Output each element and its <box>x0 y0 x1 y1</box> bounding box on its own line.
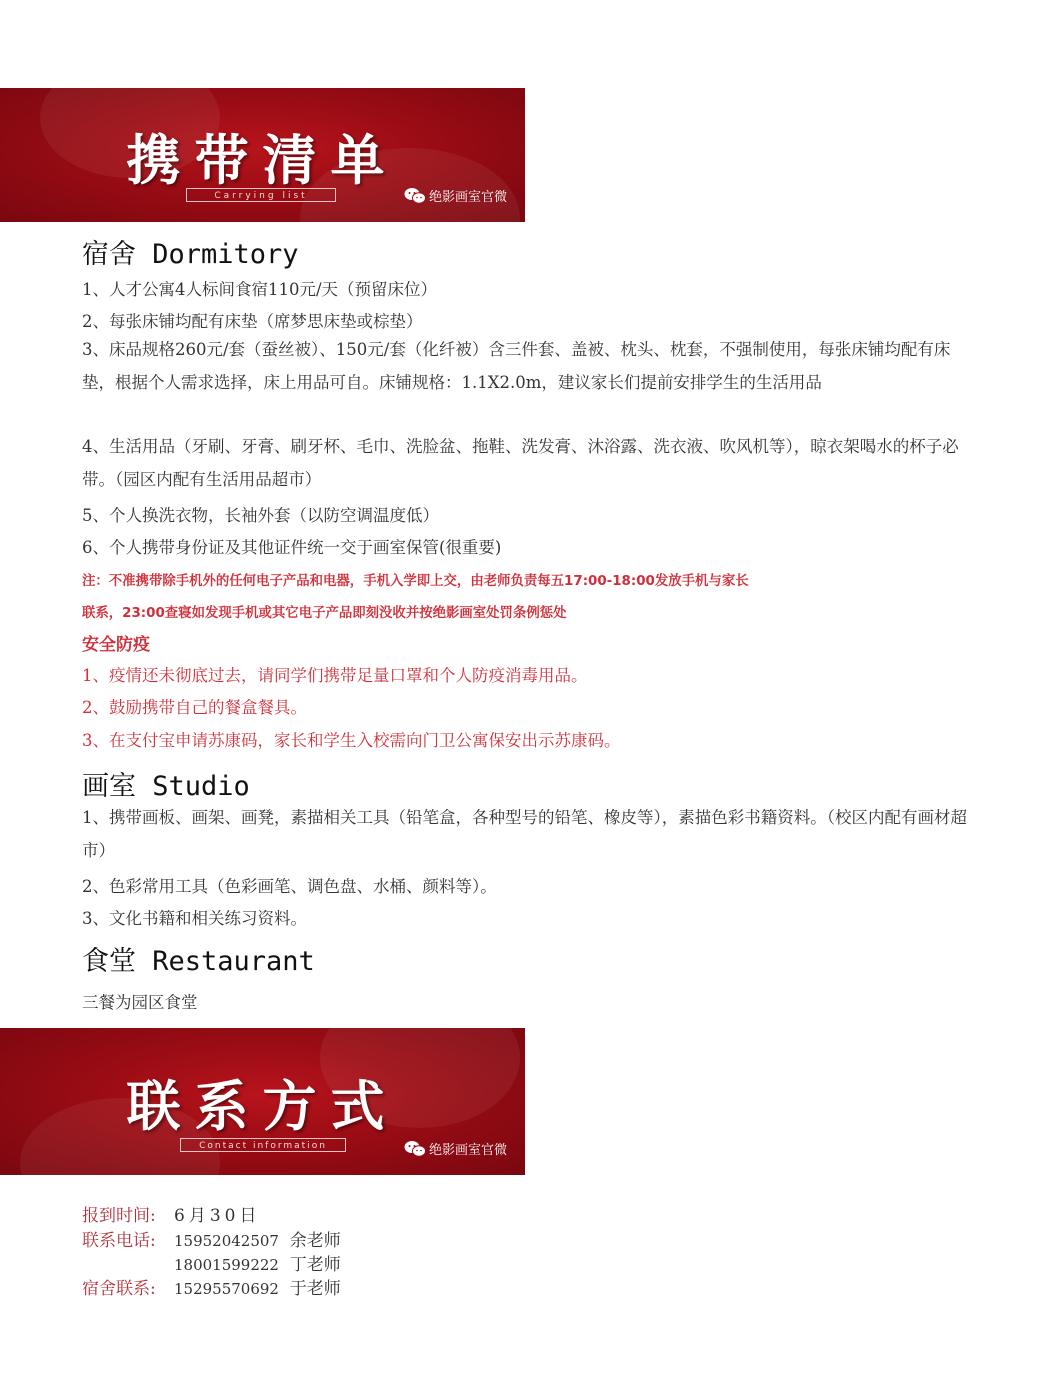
note-line-2: 联系，23:00查寝如发现手机或其它电子产品即刻没收并按绝影画室处罚条例惩处 <box>82 606 567 621</box>
dormitory-heading: 宿舍 Dormitory <box>82 239 299 270</box>
safety-item-2: 2、鼓励携带自己的餐盒餐具。 <box>82 698 307 717</box>
carrying-list-banner <box>0 88 525 222</box>
banner-title: 联系方式 <box>126 1075 399 1138</box>
restaurant-text: 三餐为园区食堂 <box>82 993 198 1012</box>
phone-number-3: 15295570692 <box>174 1280 279 1298</box>
banner-subtitle: Contact information <box>180 1138 346 1152</box>
report-time-row <box>82 1201 260 1226</box>
phone-label: 联系电话: <box>82 1231 156 1251</box>
restaurant-heading: 食堂 Restaurant <box>82 946 315 977</box>
phone-row-1 <box>82 1226 341 1251</box>
studio-item-2: 2、色彩常用工具（色彩画笔、调色盘、水桶、颜料等）。 <box>82 877 497 896</box>
phone-number-1: 15952042507 <box>174 1232 279 1250</box>
contact-banner <box>0 1028 525 1175</box>
report-time-value: 6月30日 <box>174 1206 261 1226</box>
phone-row-2 <box>82 1250 341 1275</box>
phone-number-2: 18001599222 <box>174 1256 279 1274</box>
note-line-1: 注：不准携带除手机外的任何电子产品和电器，手机入学即上交，由老师负责每五17:00-18:00发放手机与家长 <box>82 574 749 589</box>
studio-item-3: 3、文化书籍和相关练习资料。 <box>82 909 307 928</box>
dorm-item-3: 3、床品规格260元/套（蚕丝被）、150元/套（化纤被）含三件套、盖被、枕头、枕套，不强制使用，每张床铺均配有床垫，根据个人需求选择，床上用品可自。床铺规格：1.1X2.0m，建议家长们提前安排学生的生活用品 <box>82 340 951 392</box>
studio-heading: 画室 Studio <box>82 771 250 802</box>
banner-subtitle: Carrying list <box>186 188 336 202</box>
wechat-badge <box>404 186 507 205</box>
dorm-item-6: 6、个人携带身份证及其他证件统一交于画室保管(很重要) <box>82 538 502 557</box>
safety-item-1: 1、疫情还未彻底过去，请同学们携带足量口罩和个人防疫消毒用品。 <box>82 666 588 685</box>
studio-item-1: 1、携带画板、画架、画凳，素描相关工具（铅笔盒，各种型号的铅笔、橡皮等），素描色彩书籍资料。（校区内配有画材超市） <box>82 808 967 860</box>
dorm-item-5: 5、个人换洗衣物，长袖外套（以防空调温度低） <box>82 506 439 525</box>
wechat-text: 绝影画室官微 <box>429 1143 508 1158</box>
dorm-contact-row <box>82 1274 341 1299</box>
teacher-3: 于老师 <box>289 1279 341 1299</box>
teacher-1: 余老师 <box>289 1231 341 1251</box>
dorm-item-2: 2、每张床铺均配有床垫（席梦思床垫或棕垫） <box>82 312 423 331</box>
dorm-contact-label: 宿舍联系: <box>82 1279 156 1299</box>
report-time-label: 报到时间: <box>82 1206 156 1226</box>
wechat-icon <box>404 187 426 205</box>
wechat-badge <box>404 1139 507 1158</box>
wechat-text: 绝影画室官微 <box>429 190 508 205</box>
banner-title: 携带清单 <box>126 129 399 192</box>
dorm-item-4: 4、生活用品（牙刷、牙膏、刷牙杯、毛巾、洗脸盆、拖鞋、洗发膏、沐浴露、洗衣液、吹风机等），晾衣架喝水的杯子必带。（园区内配有生活用品超市） <box>82 437 959 489</box>
wechat-icon <box>404 1140 426 1158</box>
safety-heading: 安全防疫 <box>82 635 150 655</box>
teacher-2: 丁老师 <box>289 1255 341 1275</box>
dorm-item-1: 1、人才公寓4人标间食宿110元/天（预留床位） <box>82 280 438 299</box>
safety-item-3: 3、在支付宝申请苏康码，家长和学生入校需向门卫公寓保安出示苏康码。 <box>82 731 621 750</box>
